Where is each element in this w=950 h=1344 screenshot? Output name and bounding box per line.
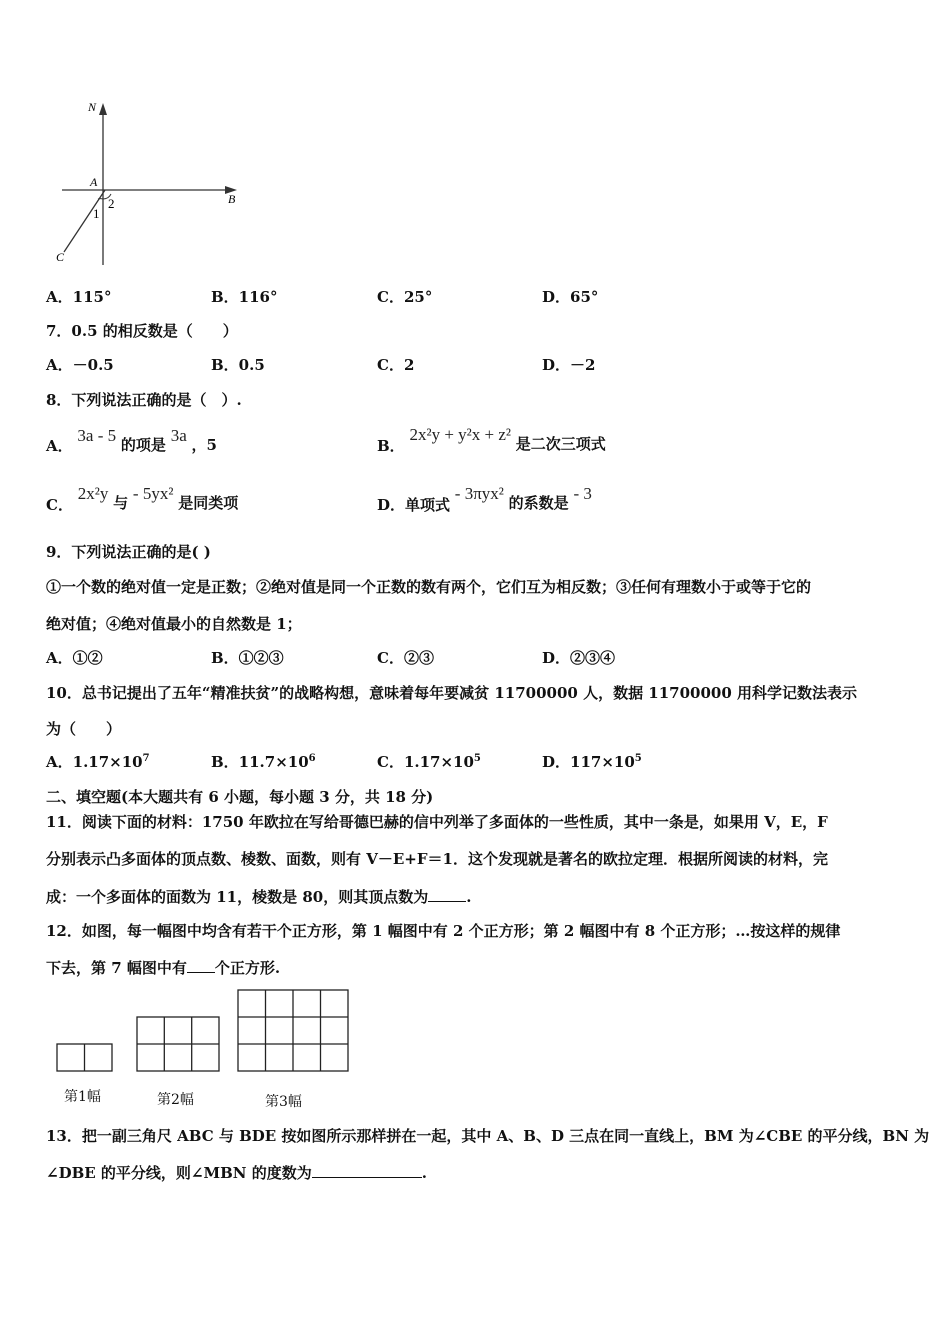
q8-d-expr2: - 3	[573, 484, 592, 503]
q8-option-c[interactable]	[46, 483, 239, 514]
caption-pattern-2: 第2幅	[157, 1092, 194, 1108]
q9-option-a[interactable]: A．①②	[46, 649, 103, 667]
label-angle-1: 1	[93, 206, 100, 221]
q10-a-base: A．1.17×10	[46, 753, 143, 771]
q8-c-expr2: - 5yx²	[132, 484, 174, 503]
label-n: N	[88, 100, 97, 114]
q12-line2	[46, 957, 280, 978]
q11-line1: 11．阅读下面的材料：1750 年欧拉在写给哥德巴赫的信中列举了多面体的一些性质，其中一条是，如果用 V，E，F	[46, 813, 828, 831]
q8-option-a[interactable]	[46, 425, 217, 455]
q9-statements-line1: ①一个数的绝对值一定是正数；②绝对值是同一个正数的数有两个，它们互为相反数；③任何有理数小于或等于它的	[46, 578, 812, 596]
q8-b-expr: 2x²y + y²x + z²	[409, 425, 511, 444]
q7-option-c[interactable]: C．2	[377, 356, 415, 374]
q12-line2-text: 下去，第 7 幅图中有	[46, 959, 187, 977]
q9-option-c[interactable]: C．②③	[377, 649, 434, 667]
q10-stem-line2: 为（ ）	[46, 720, 122, 738]
q8-d-mid: 的系数是	[508, 494, 569, 512]
label-c: C	[56, 250, 65, 264]
q10-option-a[interactable]	[46, 751, 150, 772]
q11-line3-text: 成：一个多面体的面数为 11，棱数是 80，则其顶点数为	[46, 888, 429, 906]
q13-answer-blank[interactable]	[312, 1163, 422, 1178]
q8-c-tail: 是同类项	[178, 494, 239, 512]
q8-c-label: C．	[46, 496, 73, 514]
q13-line2	[46, 1162, 427, 1183]
q11-line3	[46, 886, 471, 907]
q9-option-b[interactable]: B．①②③	[211, 649, 284, 667]
q10-c-base: C．1.17×10	[377, 753, 474, 771]
q11-answer-blank[interactable]	[428, 887, 466, 902]
q6-option-b[interactable]: B．116°	[211, 288, 278, 306]
q10-stem-line1: 10．总书记提出了五年“精准扶贫”的战略构想，意味着每年要减贫 11700000 人，数据 11700000 用科学记数法表示	[46, 684, 858, 702]
square-pattern-1	[57, 1044, 112, 1071]
q6-option-c[interactable]: C．25°	[377, 288, 433, 306]
q8-b-tail: 是二次三项式	[515, 435, 606, 453]
q9-option-d[interactable]: D．②③④	[542, 649, 616, 667]
q8-a-tail: ，5	[191, 436, 217, 454]
q10-c-exp: 5	[473, 753, 481, 764]
q10-option-c[interactable]	[377, 751, 481, 772]
caption-pattern-3: 第3幅	[265, 1094, 302, 1110]
q11-end: .	[466, 888, 472, 906]
q10-option-b[interactable]	[211, 751, 316, 772]
q8-c-expr1: 2x²y	[77, 484, 109, 503]
squares-figure	[54, 988, 354, 1078]
q8-a-expr1: 3a - 5	[77, 426, 117, 445]
q8-c-mid: 与	[113, 494, 129, 512]
q8-a-expr2: 3a	[170, 426, 187, 445]
q13-line2-text: ∠DBE 的平分线，则∠MBN 的度数为	[46, 1164, 312, 1182]
angle-figure	[40, 95, 250, 270]
q8-a-mid: 的项是	[120, 436, 166, 454]
q7-option-d[interactable]: D．－2	[542, 356, 596, 374]
q10-option-d[interactable]	[542, 751, 642, 772]
square-pattern-3	[238, 990, 348, 1071]
q10-b-exp: 6	[308, 753, 316, 764]
q8-b-label: B．	[377, 437, 405, 455]
q12-line1: 12．如图，每一幅图中均含有若干个正方形，第 1 幅图中有 2 个正方形；第 2 幅图中有 8 个正方形；…按这样的规律	[46, 922, 841, 940]
q8-d-label: D．单项式	[377, 496, 451, 514]
q9-statements-line2: 绝对值；④绝对值最小的自然数是 1；	[46, 615, 302, 633]
q8-option-d[interactable]	[377, 483, 592, 514]
q6-option-a[interactable]: A．115°	[46, 288, 112, 306]
q7-stem: 7．0.5 的相反数是（ ）	[46, 322, 238, 340]
q8-a-label: A．	[46, 437, 73, 455]
q10-a-exp: 7	[142, 753, 150, 764]
q13-line1: 13．把一副三角尺 ABC 与 BDE 按如图所示那样拼在一起，其中 A、B、D 三点在同一直线上，BM 为∠CBE 的平分线，BN 为	[46, 1127, 930, 1145]
caption-pattern-1: 第1幅	[64, 1089, 101, 1105]
section-2-heading: 二、填空题(本大题共有 6 小题，每小题 3 分，共 18 分)	[46, 788, 434, 806]
q9-stem: 9．下列说法正确的是( )	[46, 543, 211, 561]
q11-line2: 分别表示凸多面体的顶点数、棱数、面数，则有 V－E+F＝1．这个发现就是著名的欧拉定理．根据所阅读的材料，完	[46, 850, 828, 868]
q10-b-base: B．11.7×10	[211, 753, 309, 771]
label-angle-2: 2	[108, 196, 115, 211]
q8-stem: 8．下列说法正确的是（ ）.	[46, 391, 242, 409]
q12-line2-tail: 个正方形.	[214, 959, 281, 977]
q6-option-d[interactable]: D．65°	[542, 288, 599, 306]
label-a: A	[90, 175, 98, 189]
q10-d-base: D．117×10	[542, 753, 635, 771]
q7-option-a[interactable]: A．－0.5	[46, 356, 114, 374]
q10-d-exp: 5	[634, 753, 642, 764]
label-b: B	[228, 192, 236, 206]
square-pattern-2	[137, 1017, 219, 1071]
arrow-n	[99, 103, 107, 115]
q8-d-expr1: - 3πyx²	[454, 484, 504, 503]
q8-option-b[interactable]	[377, 424, 606, 455]
q12-answer-blank[interactable]	[187, 958, 215, 973]
q7-option-b[interactable]: B．0.5	[211, 356, 265, 374]
q13-end: .	[421, 1164, 427, 1182]
